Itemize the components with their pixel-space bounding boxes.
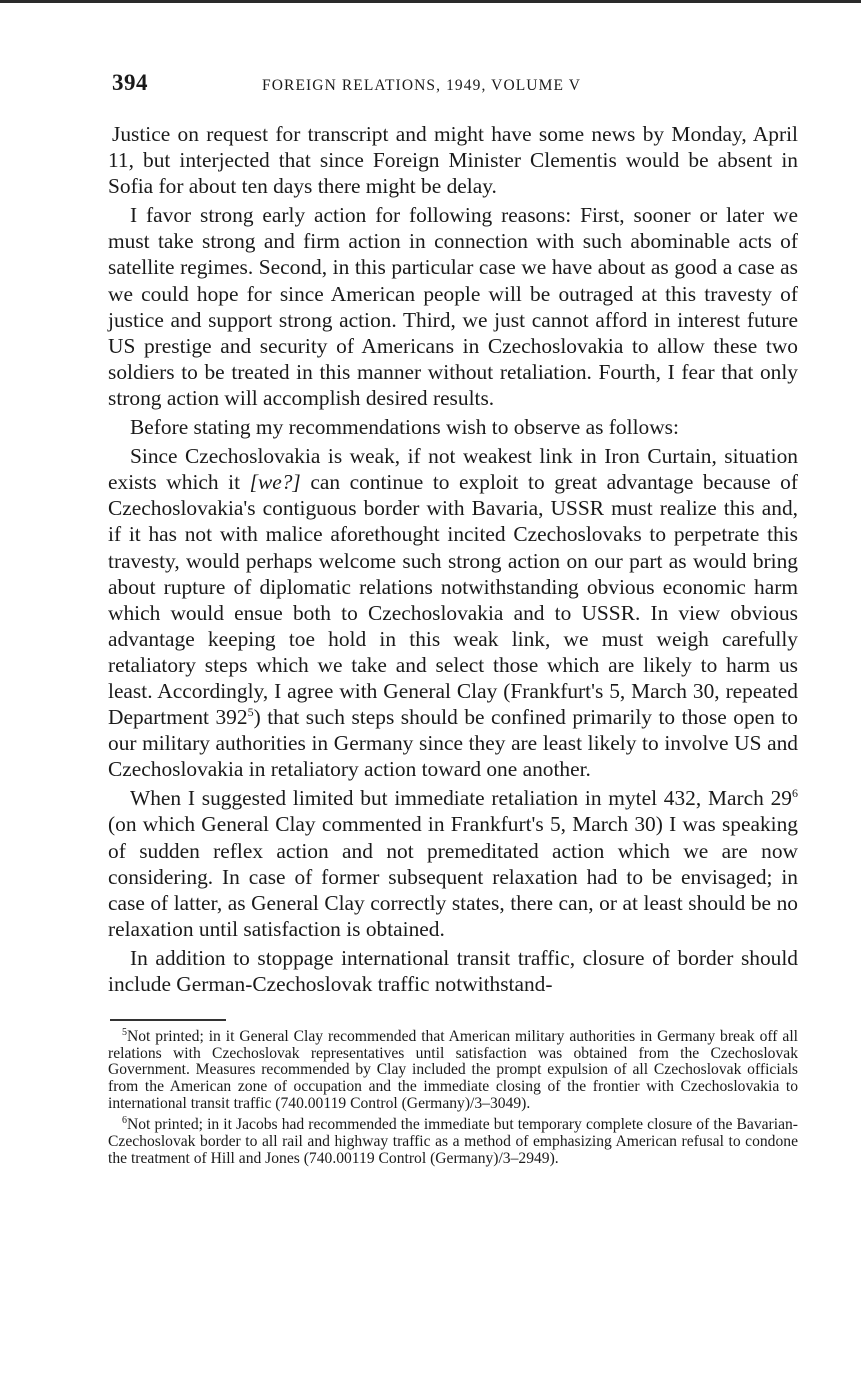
paragraph-weak-link-part-b: can continue to exploit to great advantage because of Czechoslovakia's contiguous border with Bavaria, USSR must realize this and, if it has not with malice aforethought incited Czechoslovaks to perpetrate this travesty, would perhaps welcome such strong action on our part as would bring about rupture of diplomatic relations notwithstanding obvious economic harm which would ensue both to Czechoslovakia and to USSR. In view obvious advantage keeping toe hold in this weak link, we must weigh carefully retaliatory steps which we take and select those which are likely to harm us least. Accordingly, I agree with General Clay (Frankfurt's 5, March 30, repeated Department 392 <box>108 470 798 730</box>
footnote-reference-5: 5 <box>247 704 254 719</box>
footnote-reference-6: 6 <box>792 786 798 801</box>
footnote-6-text: Not printed; in it Jacobs had recommended the immediate but temporary complete closure of the Bavarian-Czechoslovak border to all rail and highway traffic as a method of emphasizing American refusal to condone the treatment of Hill and Jones (740.00119 Control (Germany)/3–2949). <box>108 1116 798 1167</box>
footnote-mark-6: 6 <box>122 1114 127 1126</box>
top-border-rule <box>0 0 861 3</box>
page-number: 394 <box>112 70 148 95</box>
body-text <box>108 121 798 997</box>
paragraph-before-recommendations: Before stating my recommendations wish to observe as follows: <box>130 415 679 440</box>
paragraph-border-closure: In addition to stoppage international transit traffic, closure of border should include German-Czechoslovak traffic notwithstand- <box>108 945 798 996</box>
footnote-6 <box>108 1114 798 1168</box>
running-header <box>108 70 798 104</box>
paragraph-weak-link-part-a: Since Czechoslovakia is weak, if not weakest link in Iron Curtain, situation exists which it <box>108 444 798 495</box>
paragraph-weak-link-part-c: ) that such steps should be confined primarily to those open to our military authorities in Germany since they are least likely to involve US and Czechoslovakia in retaliatory action toward one another. <box>108 705 798 782</box>
paragraph-retaliation <box>108 785 798 942</box>
paragraph-retaliation-part-a: When I suggested limited but immediate retaliation in mytel 432, March 29 <box>130 786 792 811</box>
paragraph-continuation: Justice on request for transcript and might have some news by Monday, April 11, but interjected that since Foreign Minister Clementis would be absent in Sofia for about ten days there might be delay. <box>108 122 798 199</box>
footnotes-section <box>108 1026 798 1168</box>
paragraph-weak-link <box>108 443 798 782</box>
footnote-mark-5: 5 <box>122 1026 127 1038</box>
footnote-divider <box>110 1019 226 1021</box>
paragraph-retaliation-part-b: (on which General Clay commented in Frankfurt's 5, March 30) I was speaking of sudden reflex action and not premeditated action which we are now considering. In case of former subsequent relaxation had to be envisaged; in case of latter, as General Clay correctly states, there can, or at least should be no relaxation until satisfaction is obtained. <box>108 812 798 941</box>
header-title: FOREIGN RELATIONS, 1949, VOLUME V <box>262 77 582 94</box>
editorial-insertion: [we?] <box>249 470 301 495</box>
footnote-5-text: Not printed; in it General Clay recommended that American military authorities in Germany break off all relations with Czechoslovak representatives until satisfaction was obtained from the Czechoslovak Government. Measures recommended by Clay included the prompt expulsion of all Czechoslovak officials from the American zone of occupation and the immediate closing of the frontier with Czechoslovakia to international transit traffic (740.00119 Control (Germany)/3–3049). <box>108 1027 798 1113</box>
document-page <box>108 70 798 1172</box>
footnote-5 <box>108 1026 798 1114</box>
paragraph-reasons: I favor strong early action for following reasons: First, sooner or later we must take strong and firm action in connection with such abominable acts of satellite regimes. Second, in this particular case we have about as good a case as we could hope for since American people will be outraged at this travesty of justice and support strong action. Third, we just cannot afford in interest future US prestige and security of Americans in Czechoslovakia to allow these two soldiers to be treated in this manner without retaliation. Fourth, I fear that only strong action will accomplish desired results. <box>108 203 798 410</box>
